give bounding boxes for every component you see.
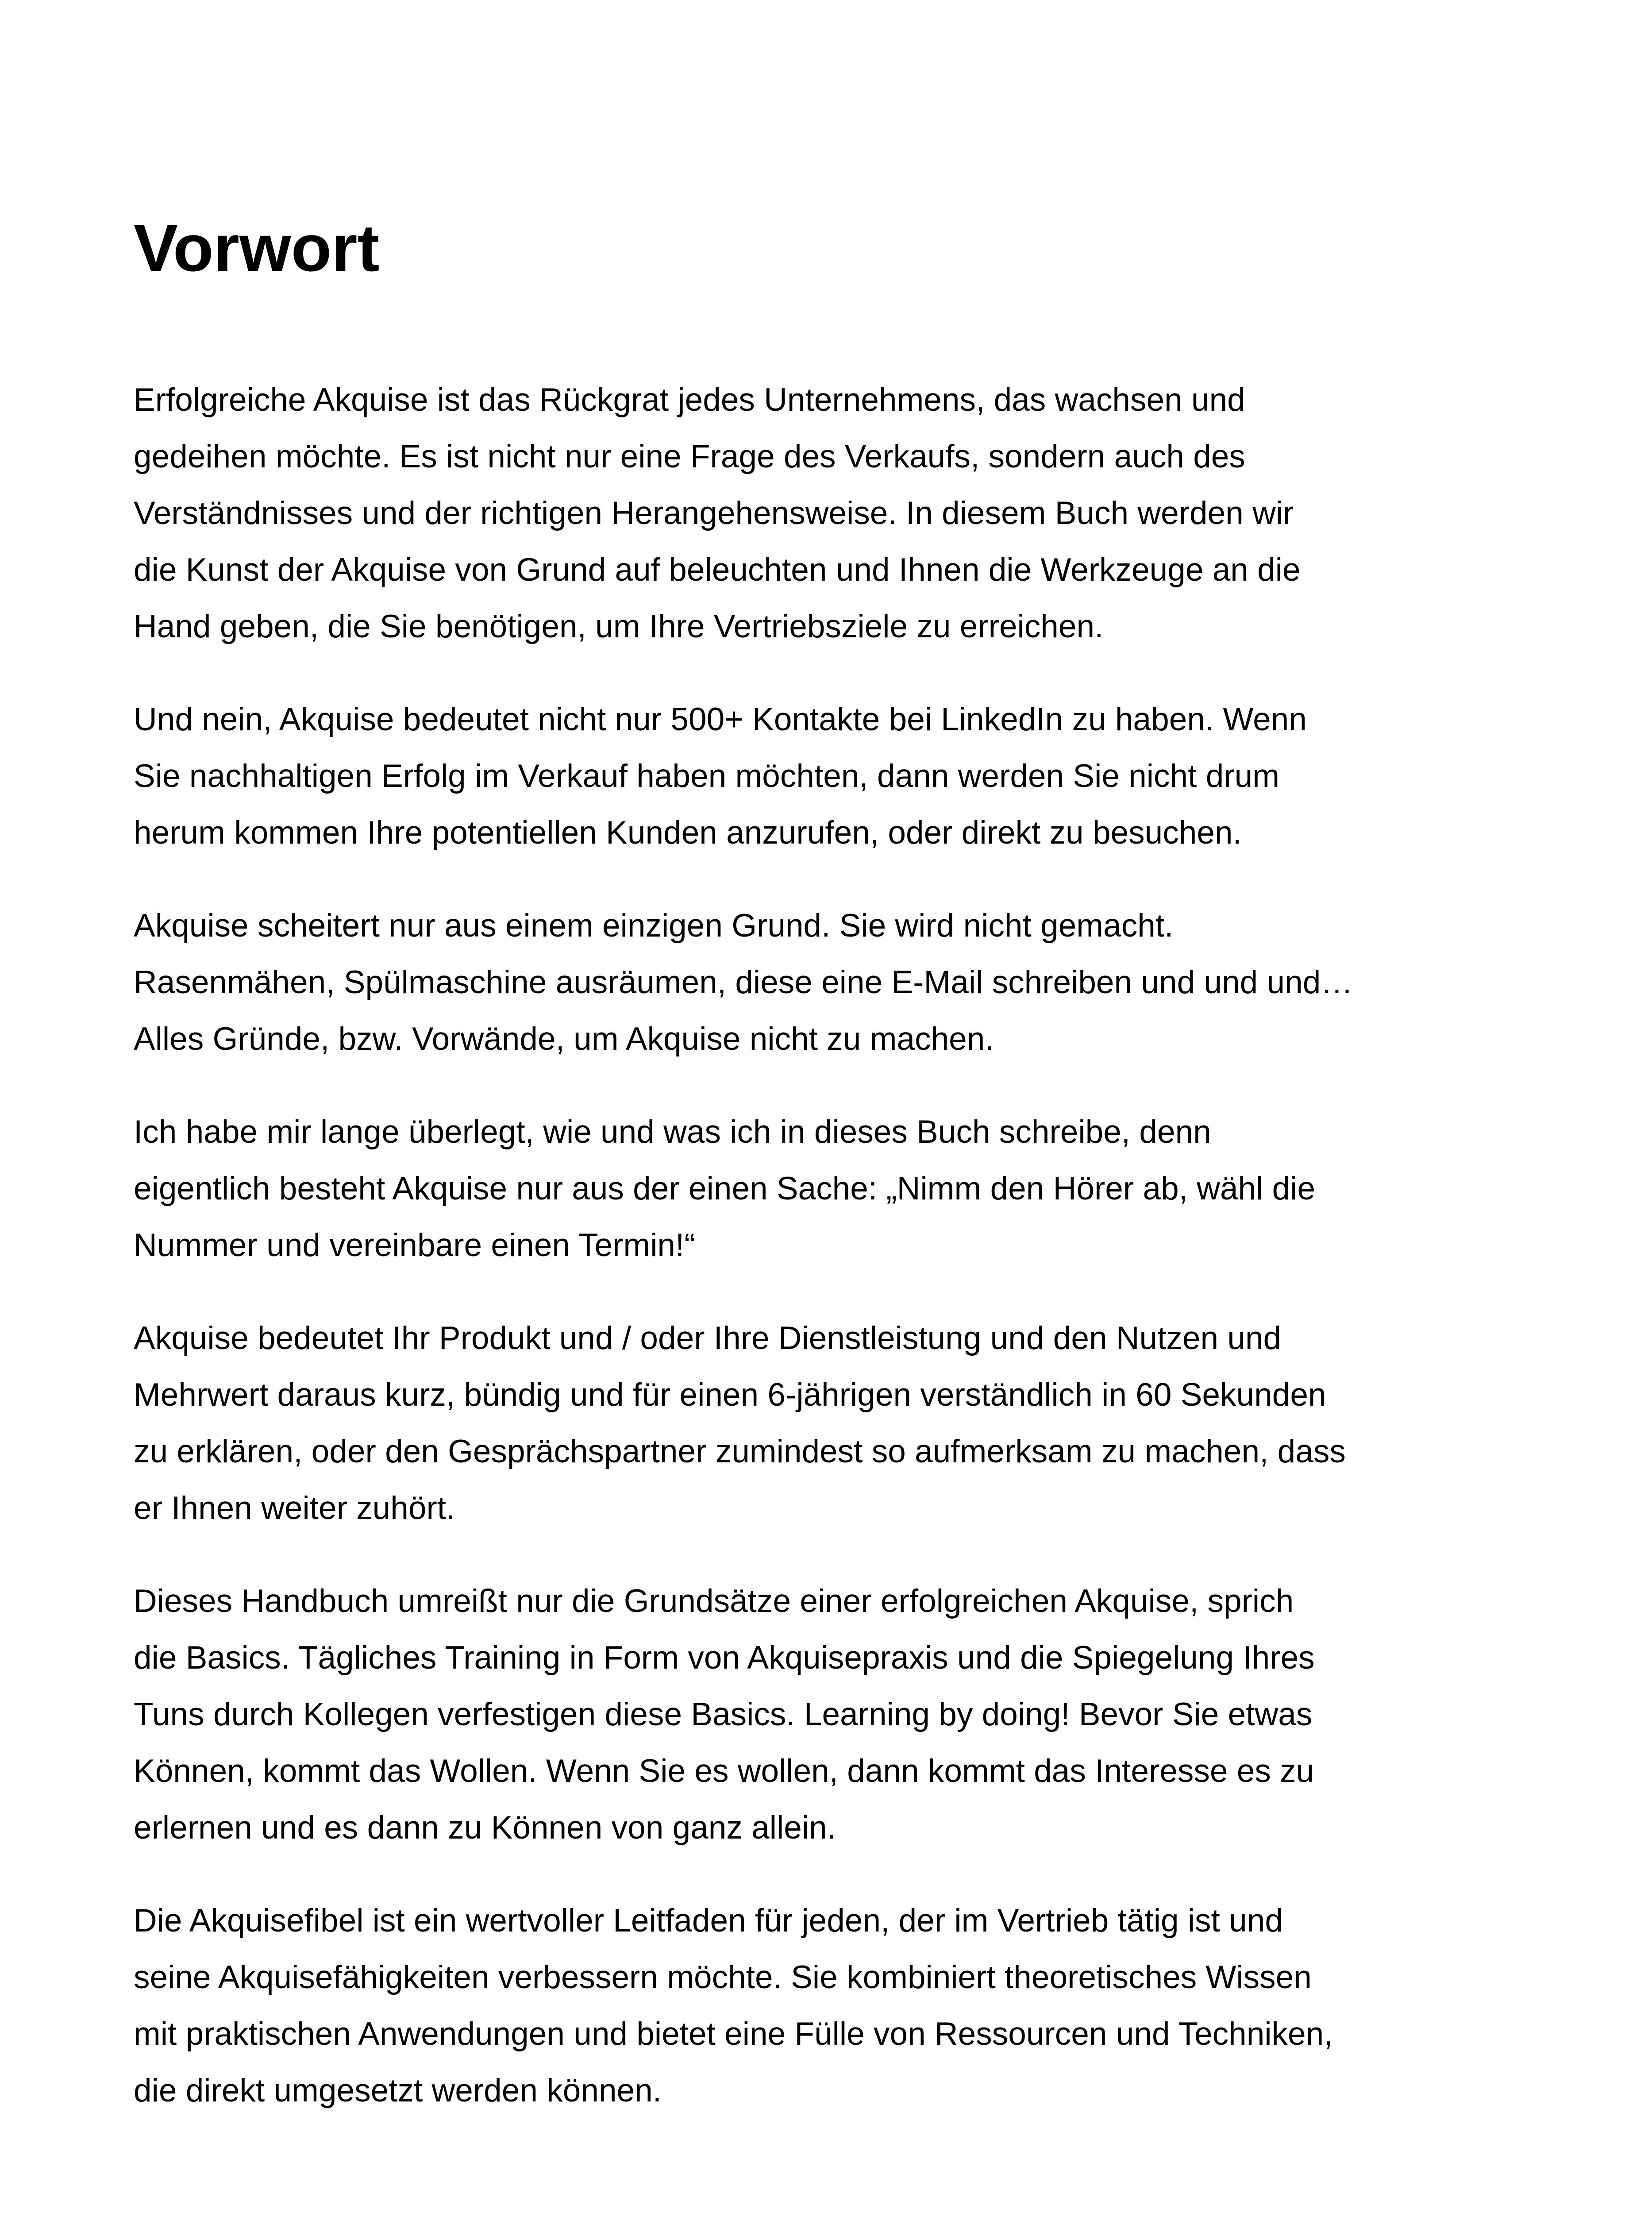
text-line: Akquise scheitert nur aus einem einzigen Grund. Sie wird nicht gemacht. xyxy=(134,908,1174,944)
text-line: mit praktischen Anwendungen und bietet eine Fülle von Ressourcen und Techniken, xyxy=(134,2016,1333,2052)
text-line: erlernen und es dann zu Können von ganz allein. xyxy=(134,1810,836,1846)
text-line: Verständnisses und der richtigen Herangehensweise. In diesem Buch werden wir xyxy=(134,495,1294,531)
text-line: zu erklären, oder den Gesprächspartner zumindest so aufmerksam zu machen, dass xyxy=(134,1434,1346,1469)
paragraph-6 xyxy=(134,1573,1541,1856)
document-body xyxy=(134,208,1541,2155)
text-line: gedeihen möchte. Es ist nicht nur eine Frage des Verkaufs, sondern auch des xyxy=(134,439,1245,474)
text-line: Erfolgreiche Akquise ist das Rückgrat jedes Unternehmens, das wachsen und xyxy=(134,382,1245,418)
text-line: Dieses Handbuch umreißt nur die Grundsätze einer erfolgreichen Akquise, sprich xyxy=(134,1583,1294,1619)
text-line: er Ihnen weiter zuhört. xyxy=(134,1490,455,1526)
text-line: Sie nachhaltigen Erfolg im Verkauf haben möchten, dann werden Sie nicht drum xyxy=(134,758,1280,794)
text-line: Tuns durch Kollegen verfestigen diese Basics. Learning by doing! Bevor Sie etwas xyxy=(134,1696,1313,1732)
text-line: Alles Gründe, bzw. Vorwände, um Akquise nicht zu machen. xyxy=(134,1021,994,1057)
paragraph-2 xyxy=(134,691,1541,861)
text-line: Akquise bedeutet Ihr Produkt und / oder Ihre Dienstleistung und den Nutzen und xyxy=(134,1320,1282,1356)
text-line: die direkt umgesetzt werden können. xyxy=(134,2073,662,2109)
text-line: Nummer und vereinbare einen Termin!“ xyxy=(134,1227,695,1263)
text-line: die Basics. Tägliches Training in Form von Akquisepraxis und die Spiegelung Ihres xyxy=(134,1640,1315,1676)
paragraph-4 xyxy=(134,1104,1541,1274)
text-line: seine Akquisefähigkeiten verbessern möchte. Sie kombiniert theoretisches Wissen xyxy=(134,1959,1312,1995)
text-line: Die Akquisefibel ist ein wertvoller Leitfaden für jeden, der im Vertrieb tätig ist und xyxy=(134,1903,1283,1939)
text-line: die Kunst der Akquise von Grund auf beleuchten und Ihnen die Werkzeuge an die xyxy=(134,552,1301,588)
paragraph-3 xyxy=(134,898,1541,1068)
text-line: Ich habe mir lange überlegt, wie und was ich in dieses Buch schreibe, denn xyxy=(134,1114,1211,1150)
text-line: herum kommen Ihre potentiellen Kunden anzurufen, oder direkt zu besuchen. xyxy=(134,815,1242,851)
text-line: Rasenmähen, Spülmaschine ausräumen, diese eine E-Mail schreiben und und und… xyxy=(134,964,1353,1000)
text-line: Und nein, Akquise bedeutet nicht nur 500+ Kontakte bei LinkedIn zu haben. Wenn xyxy=(134,702,1307,737)
paragraph-1 xyxy=(134,372,1541,655)
page-title: Vorwort xyxy=(134,211,380,285)
paragraph-7 xyxy=(134,1893,1541,2119)
paragraph-5 xyxy=(134,1310,1541,1537)
text-line: Können, kommt das Wollen. Wenn Sie es wollen, dann kommt das Interesse es zu xyxy=(134,1753,1314,1789)
text-line: Mehrwert daraus kurz, bündig und für einen 6-jährigen verständlich in 60 Sekunden xyxy=(134,1377,1326,1413)
text-line: eigentlich besteht Akquise nur aus der einen Sache: „Nimm den Hörer ab, wähl die xyxy=(134,1171,1316,1207)
text-line: Hand geben, die Sie benötigen, um Ihre Vertriebsziele zu erreichen. xyxy=(134,609,1104,644)
